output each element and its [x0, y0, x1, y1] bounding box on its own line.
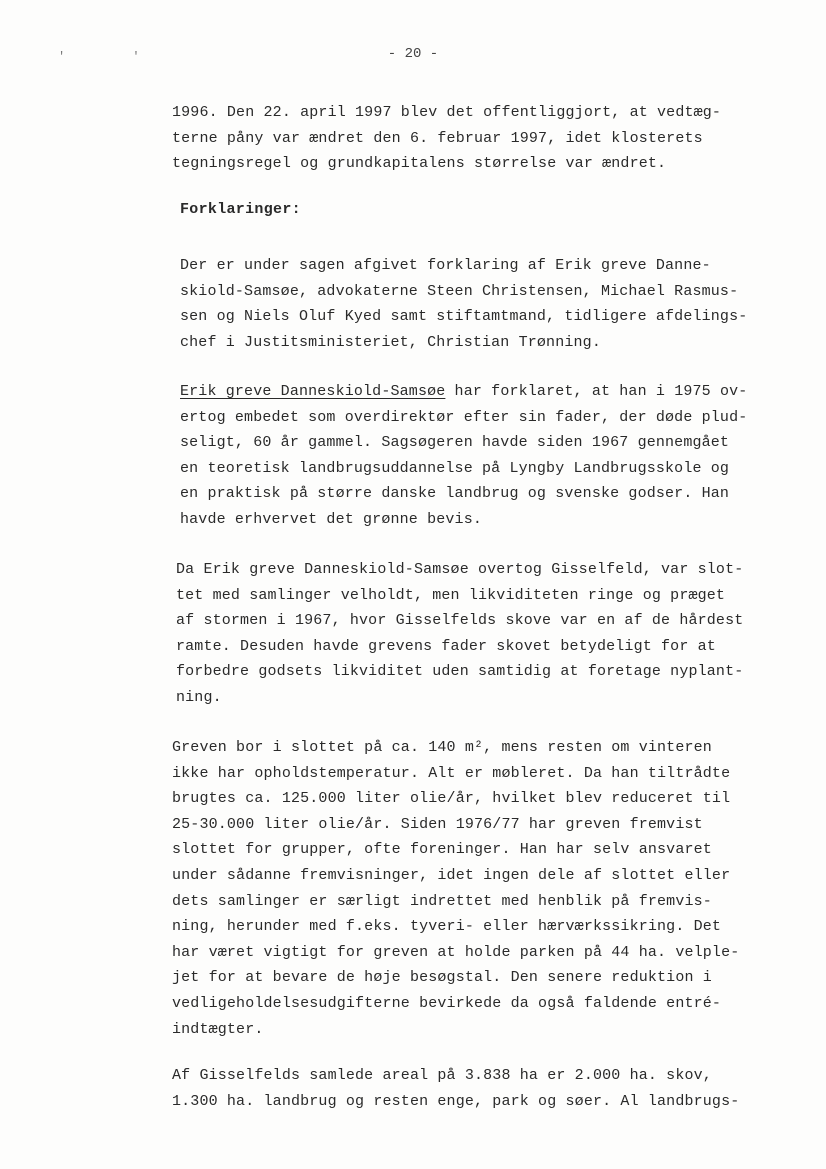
- paragraph-areal: [172, 1063, 812, 1114]
- text-line: 25-30.000 liter olie/år. Siden 1976/77 har greven fremvist: [172, 815, 703, 833]
- text-line: tet med samlinger velholdt, men likviditeten ringe og præget: [176, 586, 726, 604]
- underlined-name: Erik greve Danneskiold-Samsøe: [180, 383, 446, 400]
- text-line: jet for at bevare de høje besøgstal. Den senere reduktion i: [172, 969, 712, 987]
- text-line: havde erhvervet det grønne bevis.: [180, 510, 482, 528]
- text-line: ertog embedet som overdirektør efter sin fader, der døde plud-: [180, 408, 748, 426]
- text-line: Greven bor i slottet på ca. 140 m², mens resten om vinteren: [172, 739, 712, 756]
- text-line: terne påny var ændret den 6. februar 1997, idet klosterets: [172, 129, 703, 147]
- text-line: ikke har opholdstemperatur. Alt er møbleret. Da han tiltrådte: [172, 764, 731, 782]
- paragraph-slottet: [172, 735, 812, 1042]
- text-line: 1996. Den 22. april 1997 blev det offentliggjort, at vedtæg-: [172, 104, 722, 121]
- text-line: indtægter.: [172, 1020, 264, 1038]
- text-line: vedligeholdelsesudgifterne bevirkede da også faldende entré-: [172, 994, 722, 1012]
- text-line: under sådanne fremvisninger, idet ingen dele af slottet eller: [172, 866, 731, 884]
- text-fragment: har forklaret, at han i 1975 ov-: [445, 383, 748, 400]
- section-heading: Forklaringer:: [180, 201, 301, 218]
- text-line: ning.: [176, 688, 222, 706]
- text-line: seligt, 60 år gammel. Sagsøgeren havde siden 1967 gennemgået: [180, 434, 730, 452]
- text-line: har været vigtigt for greven at holde parken på 44 ha. velple-: [172, 943, 740, 961]
- text-line: ramte. Desuden havde grevens fader skovet betydeligt for at: [176, 637, 716, 655]
- page-number: - 20 -: [387, 46, 439, 62]
- text-line: tegningsregel og grundkapitalens størrelse var ændret.: [172, 155, 667, 173]
- paragraph-gisselfeld-overtog: [176, 557, 816, 711]
- text-line: forbedre godsets likviditet uden samtidig at foretage nyplant-: [176, 663, 744, 681]
- text-line: skiold-Samsøe, advokaterne Steen Christensen, Michael Rasmus-: [180, 282, 739, 300]
- text-line: Der er under sagen afgivet forklaring af Erik greve Danne-: [180, 257, 711, 274]
- text-line: 1.300 ha. landbrug og resten enge, park og søer. Al landbrugs-: [172, 1092, 740, 1110]
- text-line: Da Erik greve Danneskiold-Samsøe overtog Gisselfeld, var slot-: [176, 561, 744, 578]
- text-line: slottet for grupper, ofte foreninger. Han har selv ansvaret: [172, 841, 712, 859]
- text-line: Af Gisselfelds samlede areal på 3.838 ha er 2.000 ha. skov,: [172, 1067, 712, 1084]
- text-line: af stormen i 1967, hvor Gisselfelds skove var en af de hårdest: [176, 612, 744, 630]
- text-line: sen og Niels Oluf Kyed samt stiftamtmand, tidligere afdelings-: [180, 308, 748, 326]
- margin-marks: ' ': [58, 50, 170, 64]
- text-line: en praktisk på større danske landbrug og svenske godser. Han: [180, 485, 730, 503]
- text-line: dets samlinger er særligt indrettet med henblik på fremvis-: [172, 892, 712, 910]
- paragraph-erik-greve: [180, 379, 820, 533]
- paragraph-vedtaegter: [172, 100, 812, 177]
- text-line: ning, herunder med f.eks. tyveri- eller hærværkssikring. Det: [172, 918, 722, 936]
- text-line: chef i Justitsministeriet, Christian Trønning.: [180, 333, 601, 351]
- text-line: en teoretisk landbrugsuddannelse på Lyngby Landbrugsskole og: [180, 459, 730, 477]
- paragraph-witnesses: [180, 253, 820, 355]
- text-line: [180, 379, 820, 405]
- text-line: brugtes ca. 125.000 liter olie/år, hvilket blev reduceret til: [172, 790, 731, 808]
